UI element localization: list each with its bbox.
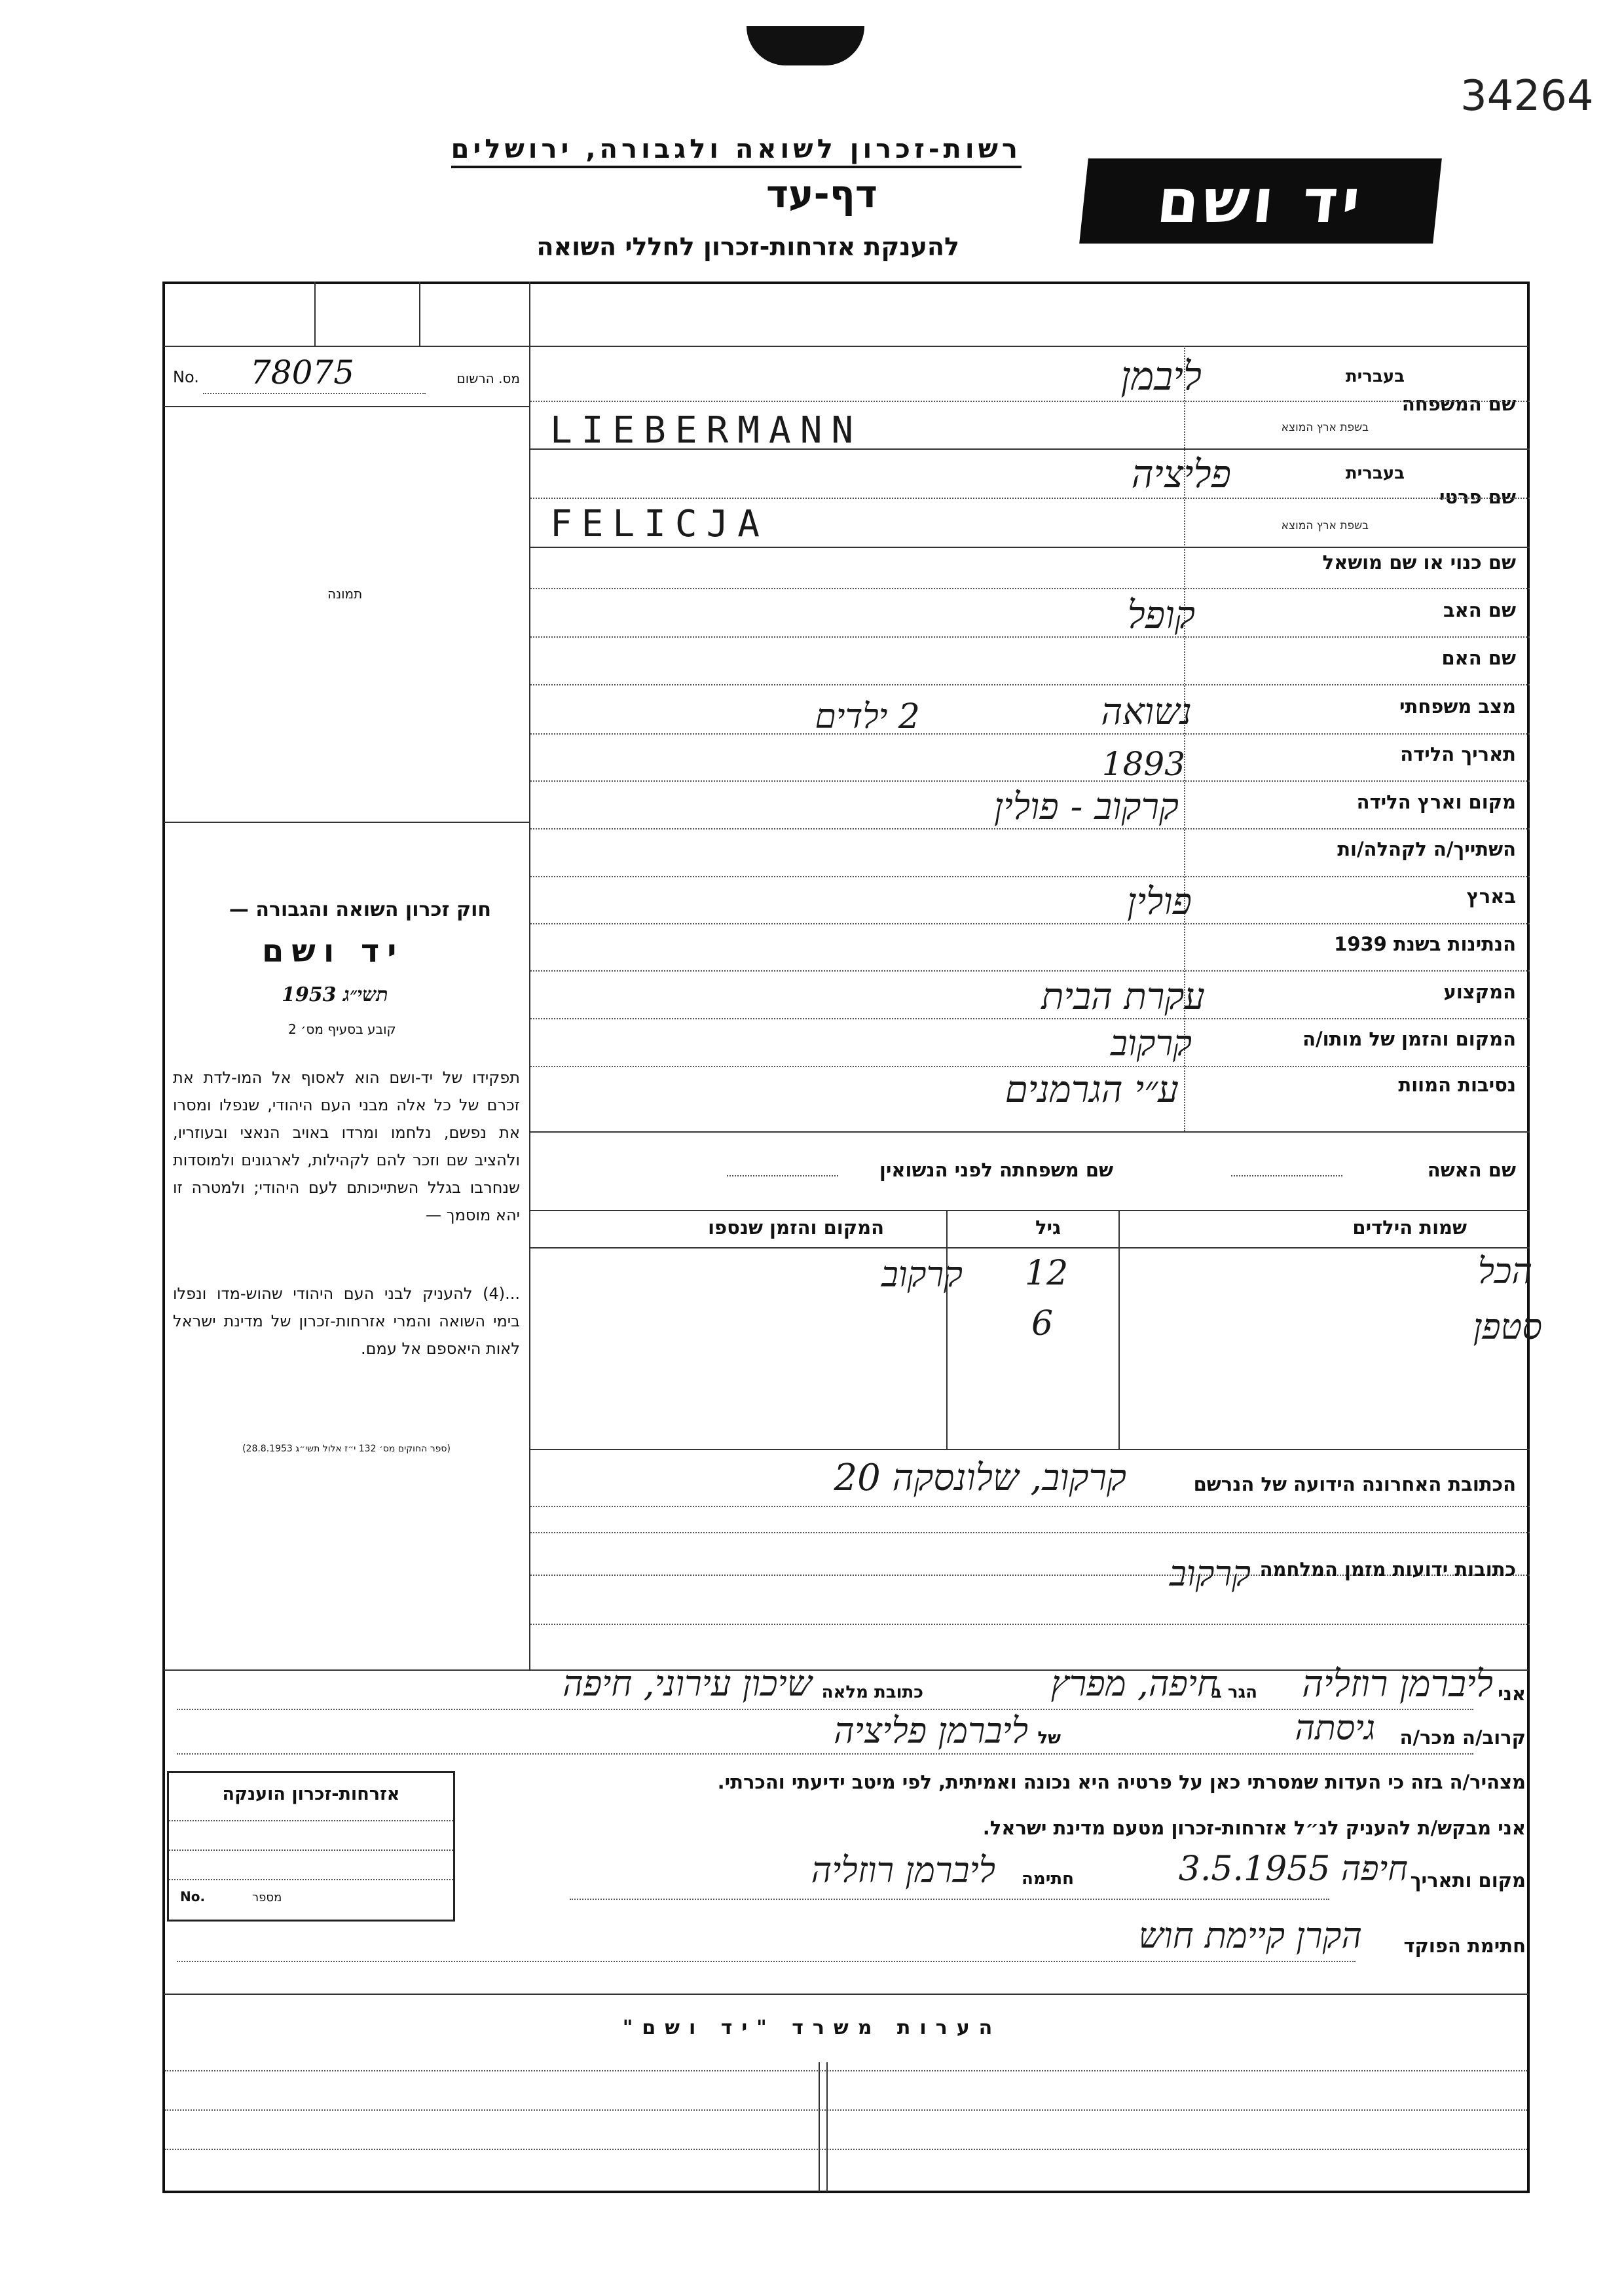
of-value: ליברמן פליציה	[834, 1710, 1028, 1751]
form-subtitle: להענקת אזרחות-זכרון לחללי השואה	[536, 232, 959, 261]
children-age-header: גיל	[1035, 1216, 1061, 1239]
child-1-age: 12	[1025, 1254, 1069, 1293]
law-clause: קובע בסעיף מס׳ 2	[288, 1021, 396, 1037]
reg-label-en: No.	[173, 368, 199, 386]
child-1-name: הכל	[1477, 1250, 1532, 1292]
in-origin-lang-label-2: בשפת ארץ המוצא	[1281, 519, 1369, 532]
inspector-signature-label: חתימת הפוקד	[1403, 1935, 1526, 1957]
law-year: תשי״ג 1953	[282, 983, 388, 1006]
nationality-label: הנתינות בשנת 1939	[1334, 933, 1516, 955]
reg-number: 78075	[250, 354, 355, 392]
last-address-label: הכתובת האחרונה הידועה של הנרשם	[1193, 1473, 1516, 1495]
family-name-latin: LIEBERMANN	[550, 409, 863, 452]
declarant-i-label: אני	[1498, 1683, 1526, 1705]
wife-label: שם האשה	[1427, 1159, 1516, 1181]
child-1-place: קרקוב	[881, 1254, 963, 1295]
declarant-name: ליברמן רוזליה	[1302, 1663, 1493, 1705]
birth-date-value: 1893	[1101, 745, 1185, 783]
death-cause-label: נסיבות המוות	[1398, 1074, 1516, 1096]
signature-value: ליברמן רוזליה	[811, 1850, 995, 1891]
reg-label-he: מס. הרשום	[456, 371, 520, 386]
death-place-value: קרקוב	[1110, 1023, 1192, 1064]
death-place-label: המקום והזמן של מותו/ה	[1302, 1028, 1516, 1050]
left-column-divider	[529, 282, 530, 1669]
family-name-label: שם המשפחה	[1401, 393, 1516, 415]
country-value: פולין	[1127, 881, 1192, 923]
birth-date-label: תאריך הלידה	[1400, 743, 1516, 765]
community-label: השתייך/ה לקהלה/ות	[1337, 838, 1516, 860]
office-notes-title: הערות משרד "יד ושם"	[622, 2016, 1002, 2039]
children-names-header: שמות הילדים	[1352, 1216, 1467, 1239]
father-value: קופל	[1127, 592, 1195, 637]
citizenship-box-title: אזרחות-זכרון הוענקה	[222, 1784, 400, 1804]
marital-value: נשואה	[1101, 691, 1192, 733]
marital-label: מצב משפחתי	[1399, 695, 1516, 718]
declarant-address: שיכון עירוני, חיפה	[563, 1663, 812, 1704]
first-name-label: שם פרטי	[1439, 486, 1516, 508]
birth-place-value: קרקוב - פולין	[993, 786, 1179, 828]
registration-box	[165, 347, 528, 406]
law-name: יד ושם	[262, 933, 405, 970]
birth-place-label: מקום וארץ הלידה	[1356, 791, 1516, 813]
full-address-label: כתובת מלאה	[821, 1683, 923, 1702]
org-line: רשות-זכרון לשואה ולגבורה, ירושלים	[451, 134, 1022, 168]
father-label: שם האב	[1443, 599, 1516, 621]
war-address-label: כתובות ידועות מזמן המלחמה	[1259, 1558, 1516, 1580]
profession-label: המקצוע	[1443, 981, 1516, 1003]
declarant-city: חיפה, מפרץ	[1050, 1663, 1218, 1704]
request-line: אני מבקש/ת להעניק לנ״ל אזרחות-זכרון מטעם מדינת ישראל.	[982, 1817, 1526, 1839]
profession-value: עקרת הבית	[1041, 975, 1205, 1018]
relation-value: גיסתה	[1295, 1709, 1375, 1748]
yad-vashem-logo	[1079, 158, 1442, 244]
nickname-label: שם כנוי או שם מושאל	[1322, 551, 1516, 574]
citizenship-no-he: מספר	[252, 1891, 282, 1904]
law-paragraph-2: ...(4) להעניק לבני העם היהודי שהוש-מדו ונפלו בימי השואה והמרי אזרחות-זכרון של מדינת ישראל לאות היאספם אל עמם.	[173, 1285, 520, 1358]
war-address-value: קרקוב	[1169, 1553, 1251, 1594]
photo-label: תמונה	[327, 586, 363, 602]
family-name-hebrew: ליבמן	[1120, 354, 1202, 399]
citizenship-no-label: No.	[180, 1889, 206, 1904]
declaration-line: מצהיר/ה בזה כי העדות שמסרתי כאן על פרטיה היא נכונה ואמיתית, לפי מיטב ידיעתי והכרתי.	[717, 1771, 1526, 1793]
first-name-latin: FELICJA	[550, 503, 769, 545]
inspector-signature-value: הקרן קיימת חוש	[1138, 1915, 1362, 1956]
relation-label: קרוב/ה מכר/ה	[1399, 1726, 1526, 1749]
child-2-name: סטפן	[1473, 1306, 1542, 1347]
first-name-hebrew: פליציה	[1131, 452, 1231, 496]
signature-label: חתימה	[1022, 1869, 1074, 1889]
last-address-value: קרקוב, שלונסקה 20	[834, 1457, 1126, 1499]
corner-archive-number: 34264	[1460, 72, 1594, 120]
child-2-age: 6	[1031, 1304, 1054, 1343]
place-date-label: מקום ותאריך	[1410, 1869, 1526, 1891]
logo-text: יד ושם	[1154, 166, 1367, 236]
lives-in-label: הגר ב	[1211, 1683, 1257, 1702]
in-hebrew-label-2: בעברית	[1345, 464, 1405, 483]
punch-hole-shape	[747, 26, 864, 65]
place-date-value: חיפה 3.5.1955	[1178, 1850, 1408, 1889]
of-label: של	[1037, 1728, 1061, 1748]
maiden-name-label: שם משפחתה לפני הנשואין	[879, 1159, 1113, 1181]
children-place-header: המקום והזמן שנספו	[708, 1216, 884, 1239]
marital-extra: 2 ילדים	[815, 697, 920, 737]
in-origin-lang-label-1: בשפת ארץ המוצא	[1281, 421, 1369, 434]
form-title: דף-עד	[766, 172, 877, 216]
in-hebrew-label-1: בעברית	[1345, 367, 1405, 386]
law-title: חוק זכרון השואה והגבורה —	[229, 898, 491, 921]
death-cause-value: ע״י הגרמנים	[1005, 1068, 1179, 1111]
law-paragraph-1: תפקידו של יד-ושם הוא לאסוף אל המו-לדת את זכרם של כל אלה מבני העם היהודי, שנפלו ומסרו את נפשם, נלחמו ומרדו באויב הנאצי ובעוזריו, ולהציב שם וזכר להם לקהילות, לארגונים ולמוסדות שנחרבו בגלל השתייכותם לעם היהודי; ולמטרה זו יהא מוסמך —	[173, 1068, 520, 1224]
country-label: בארץ	[1466, 885, 1516, 907]
mother-label: שם האם	[1441, 647, 1516, 669]
law-reference: (ספר החוקים מס׳ 132 י״ז אלול תשי״ג 28.8.1953)	[242, 1444, 451, 1454]
